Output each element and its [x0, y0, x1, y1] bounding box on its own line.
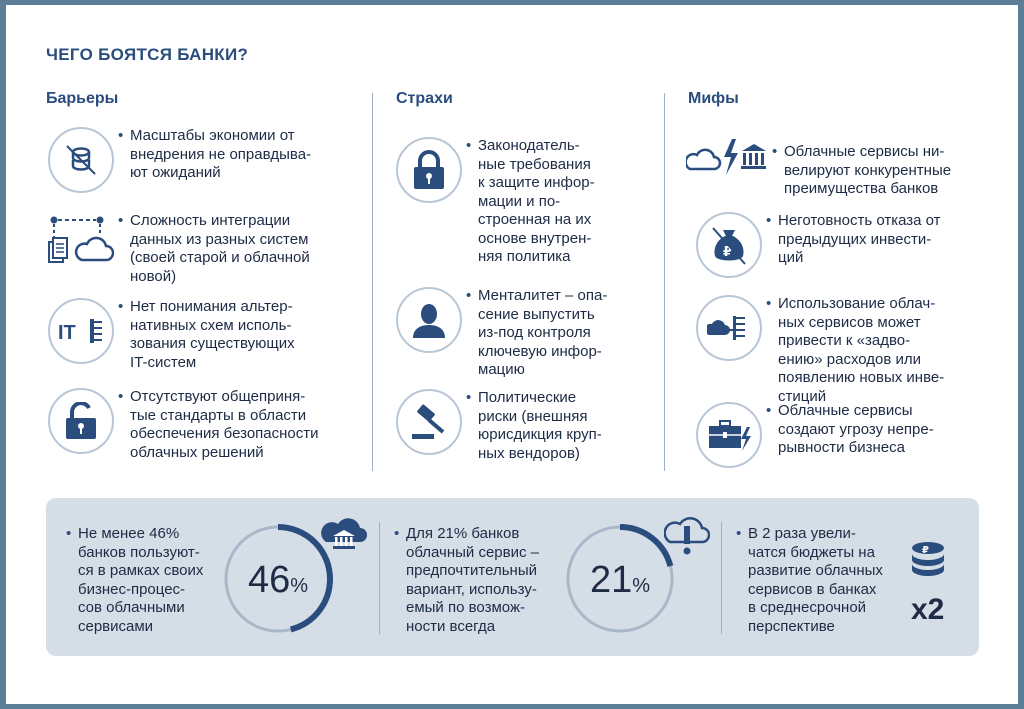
stat-text: • В 2 раза увели- чатся бюджеты на развитие облачных сервисов в банках в среднесрочной перспективе — [748, 525, 883, 635]
gavel-icon — [396, 389, 462, 455]
coins-crossed-icon — [48, 127, 114, 193]
item-text: • Нет понимания альтер- нативных схем исполь- зования существующих IT-систем — [130, 298, 295, 371]
list-item — [48, 298, 354, 372]
column-fears — [396, 90, 453, 126]
list-item — [696, 212, 962, 278]
it-systems-icon — [48, 298, 114, 364]
item-text: • Законодатель- ные требования к защите инфор- мации и по- строенная на их основе внутрен- няя политика — [478, 137, 595, 265]
column-divider — [372, 93, 373, 471]
stat-text: • Не менее 46% банков пользуют- ся в рамках своих бизнес-процес- сов облачными сервисами — [78, 525, 204, 635]
list-item — [696, 402, 962, 468]
page-title: ЧЕГО БОЯТСЯ БАНКИ? — [46, 45, 249, 64]
item-text: • Масштабы экономии от внедрения не оправдыва- ют ожиданий — [130, 127, 312, 181]
item-text: • Использование облач- ных сервисов может привести к «задво- ению» расходов или появлению новых инве- стиций — [778, 295, 945, 405]
item-text: • Облачные сервисы ни- велируют конкурентные преимущества банков — [784, 143, 952, 197]
column-barriers — [46, 90, 118, 126]
svg-text:₽: ₽ — [922, 545, 929, 556]
column-myths — [688, 90, 739, 126]
item-text: • Сложность интеграции данных из разных систем (своей старой и облачной новой) — [130, 212, 310, 285]
stat-text: • Для 21% банков облачный сервис – предпочтительный вариант, использу- емый по возмож- ности всегда — [406, 525, 539, 635]
coin-stack-icon — [908, 540, 948, 589]
column-heading: Мифы — [688, 90, 739, 107]
item-text: • Облачные сервисы создают угрозу непре- рывности бизнеса — [778, 402, 934, 456]
list-item — [48, 388, 354, 462]
stat-value: 46% — [247, 559, 309, 601]
lock-icon — [396, 137, 462, 203]
cloud-network-icon — [696, 295, 762, 361]
list-item — [396, 389, 632, 463]
list-item — [686, 135, 968, 199]
multiplier-label: x2 — [911, 593, 945, 626]
item-text: • Неготовность отказа от предыдущих инвести- ций — [778, 212, 941, 266]
briefcase-lightning-icon — [696, 402, 762, 468]
list-item — [396, 287, 632, 380]
column-divider — [664, 93, 665, 471]
open-lock-icon — [48, 388, 114, 454]
stat-divider — [721, 522, 722, 634]
cloud-lightning-bank-icon — [686, 135, 768, 179]
column-heading: Страхи — [396, 90, 453, 107]
list-item — [696, 295, 962, 406]
integration-cloud-icon — [48, 212, 114, 266]
infographic-page — [6, 5, 1018, 704]
svg-text:₽: ₽ — [723, 245, 733, 260]
money-bag-crossed-icon — [696, 212, 762, 278]
item-text: • Политические риски (внешняя юрисдикция круп- ных вендоров) — [478, 389, 602, 462]
stats-panel — [46, 498, 979, 656]
list-item — [48, 127, 354, 193]
list-item — [396, 137, 632, 267]
item-text: • Менталитет – опа- сение выпустить из-под контроля ключевую инфор- мацию — [478, 287, 608, 378]
person-icon — [396, 287, 462, 353]
column-heading: Барьеры — [46, 90, 119, 107]
svg-text:IT: IT — [58, 322, 76, 344]
list-item — [48, 212, 354, 286]
stat-value: 21% — [589, 559, 651, 601]
item-text: • Отсутствуют общеприня- тые стандарты в области обеспечения безопасности облачных решений — [130, 388, 319, 461]
stat-divider — [379, 522, 380, 634]
cloud-exclamation-icon — [664, 514, 710, 563]
cloud-bank-icon — [320, 514, 368, 557]
